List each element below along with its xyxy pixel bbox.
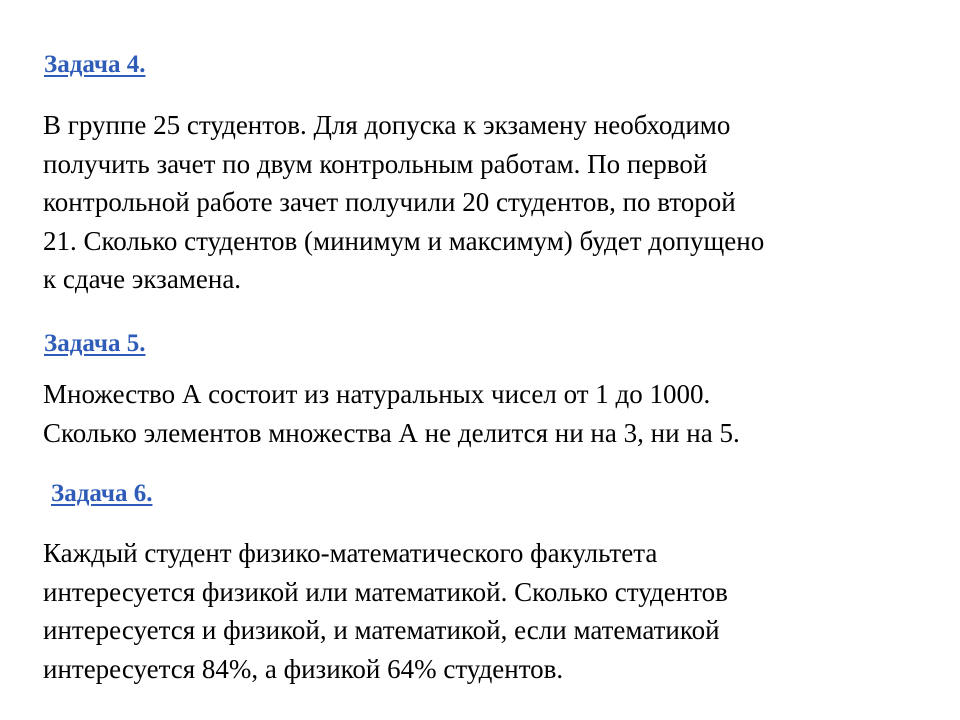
text-line: 21. Сколько студентов (минимум и максимум) будет допущено — [43, 225, 765, 256]
text-line: интересуется физикой или математикой. Сколько студентов — [43, 576, 728, 607]
text-line: интересуется и физикой, и математикой, если математикой — [43, 615, 720, 645]
task-4-text — [43, 106, 923, 299]
text-line: В группе 25 студентов. Для допуска к экзамену необходимо — [43, 110, 731, 140]
text-line: интересуется 84%, а физикой 64% студентов. — [43, 653, 564, 684]
text-line: контрольной работе зачет получили 20 студентов, по второй — [43, 187, 736, 217]
text-line: получить зачет по двум контрольным работам. По первой — [43, 148, 708, 179]
task-5-heading-link[interactable]: Задача 5. — [44, 330, 146, 357]
task-6-text — [43, 534, 923, 688]
text-line: Каждый студент физико-математического факультета — [43, 538, 658, 568]
task-5-text — [43, 375, 923, 452]
text-line: Множество А состоит из натуральных чисел от 1 до 1000. — [43, 379, 711, 409]
task-6-heading-link[interactable]: Задача 6. — [51, 480, 153, 507]
text-line: Сколько элементов множества А не делится ни на 3, ни на 5. — [43, 417, 740, 448]
text-line: к сдаче экзамена. — [43, 264, 242, 294]
task-4-heading-link[interactable]: Задача 4. — [44, 51, 146, 78]
